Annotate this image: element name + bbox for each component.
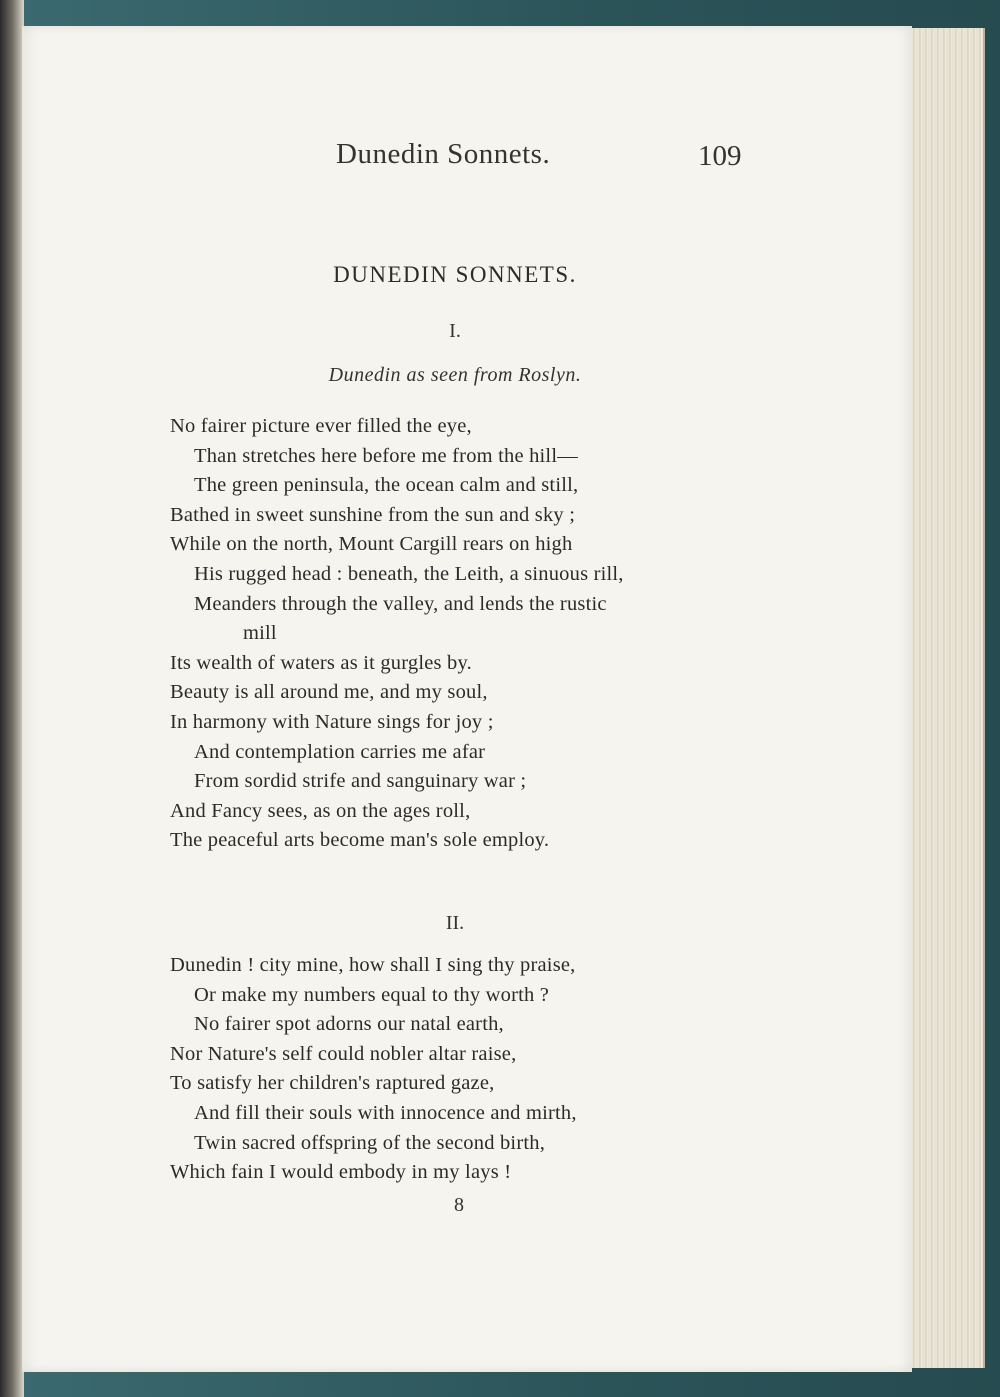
poem-line: Its wealth of waters as it gurgles by.: [170, 651, 472, 674]
signature-mark: 8: [454, 1194, 464, 1216]
sonnet-1-subtitle: Dunedin as seen from Roslyn.: [328, 364, 582, 386]
poem-line: Or make my numbers equal to thy worth ?: [194, 983, 550, 1006]
poem-line: And Fancy sees, as on the ages roll,: [170, 799, 471, 822]
poem-line: No fairer spot adorns our natal earth,: [194, 1013, 504, 1036]
poem-line: Dunedin ! city mine, how shall I sing thy praise,: [170, 954, 576, 976]
running-head: [22, 138, 912, 178]
poem-line: His rugged head : beneath, the Leith, a sinuous rill,: [194, 562, 624, 585]
running-title: Dunedin Sonnets.: [336, 138, 551, 170]
poem-line: To satisfy her children's raptured gaze,: [170, 1072, 495, 1095]
poem-line: Nor Nature's self could nobler altar raise,: [170, 1042, 517, 1065]
sonnet-2-numeral: II.: [445, 912, 465, 934]
poem-line: Twin sacred offspring of the second birth,: [194, 1131, 546, 1154]
poem-line: The peaceful arts become man's sole employ.: [170, 829, 550, 852]
sonnet-2-text: [170, 951, 770, 1188]
poem-line: No fairer picture ever filled the eye,: [170, 415, 472, 437]
sonnet-1-text: [170, 412, 770, 856]
book-page: [22, 26, 912, 1372]
poem-line: Beauty is all around me, and my soul,: [170, 681, 488, 704]
poem-line: From sordid strife and sanguinary war ;: [194, 770, 527, 793]
page-stack-edge: [905, 28, 985, 1368]
poem-line: And contemplation carries me afar: [194, 740, 486, 763]
page-title: DUNEDIN SONNETS.: [333, 262, 577, 287]
poem-line: And fill their souls with innocence and mirth,: [194, 1101, 577, 1124]
poem-line-continuation: mill: [243, 622, 277, 645]
poem-line: The green peninsula, the ocean calm and still,: [194, 474, 579, 497]
poem-line: While on the north, Mount Cargill rears on high: [170, 533, 573, 556]
poem-line: Bathed in sweet sunshine from the sun and sky ;: [170, 503, 576, 526]
poem-line: In harmony with Nature sings for joy ;: [170, 710, 494, 733]
page-number: 109: [698, 140, 742, 172]
poem-line: Than stretches here before me from the hill—: [194, 444, 578, 467]
sonnet-1-numeral: I.: [449, 320, 461, 342]
poem-line: Which fain I would embody in my lays !: [170, 1161, 512, 1184]
poem-line: Meanders through the valley, and lends the rustic: [194, 592, 607, 615]
previous-page-edge: [0, 0, 24, 1397]
